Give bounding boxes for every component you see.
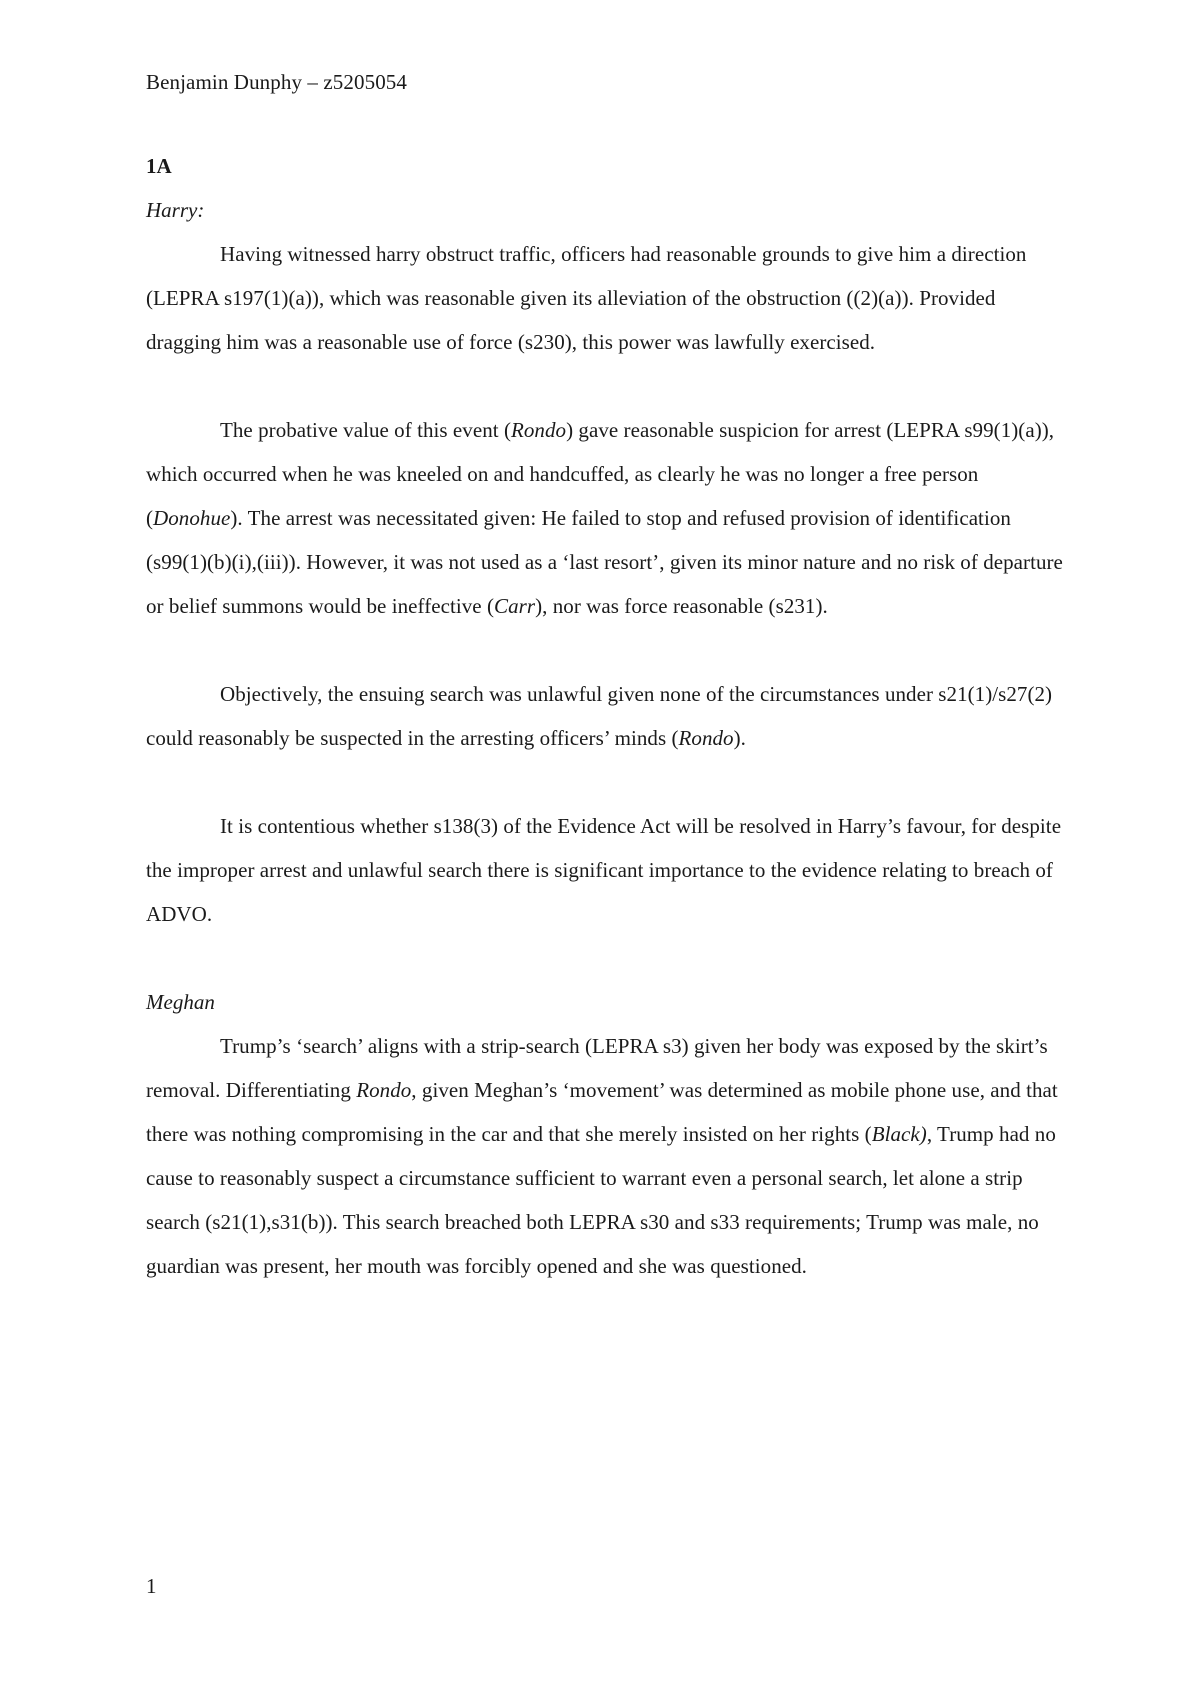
paragraph-gap: [146, 936, 1066, 980]
case-citation: Rondo: [356, 1078, 412, 1102]
section-heading: 1A: [146, 154, 172, 178]
text-run: The probative value of this event (: [220, 418, 511, 442]
harry-paragraph-3: [146, 672, 1066, 760]
text-run: ) gave reasonable suspicion for arrest (LEPRA s99(1)(a)), which occurred when he was kneeled on and handcuffed, as clearly he was no longer a free person (: [146, 418, 1055, 530]
case-citation: Donohue: [153, 506, 231, 530]
text-run: , given Meghan’s ‘movement’ was determined as mobile phone use, and that there was nothing compromising in the car and that she merely insisted on her rights (: [146, 1078, 1058, 1146]
paragraph-gap: [146, 628, 1066, 672]
text-run: ).: [733, 726, 746, 750]
text-run: Objectively, the ensuing search was unlawful given none of the circumstances under s21(1)/s27(2) could reasonably be suspected in the arresting officers’ minds (: [146, 682, 1053, 750]
harry-paragraph-1: [146, 232, 1066, 364]
case-citation: Carr: [494, 594, 536, 618]
case-citation: Rondo: [510, 418, 567, 442]
harry-heading: Harry:: [146, 198, 205, 222]
case-citation: Rondo: [678, 726, 734, 750]
text-run: It is contentious whether s138(3) of the Evidence Act will be resolved in Harry’s favour, for despite the improper arrest and unlawful search there is significant importance to the evidence relating to breach of ADVO.: [146, 814, 1062, 926]
harry-paragraph-4: [146, 804, 1066, 936]
text-run: ), nor was force reasonable (s231).: [535, 594, 828, 618]
author-header: Benjamin Dunphy – z5205054: [146, 70, 407, 94]
text-run: ). The arrest was necessitated given: He failed to stop and refused provision of identification (s99(1)(b)(i),(iii)). However, it was not used as a ‘last resort’, given its minor nature and no risk of departure or belief summons would be ineffective (: [146, 506, 1063, 618]
case-citation: Black): [871, 1122, 927, 1146]
text-run: , Trump had no cause to reasonably suspect a circumstance sufficient to warrant even a personal search, let alone a strip search (s21(1),s31(b)). This search breached both LEPRA s30 and s33 requirements; Trump was male, no guardian was present, her mouth was forcibly opened and she was questioned.: [146, 1122, 1056, 1278]
meghan-paragraph-1: [146, 1024, 1066, 1288]
page-number: 1: [146, 1574, 157, 1598]
text-run: Trump’s ‘search’ aligns with a strip-search (LEPRA s3) given her body was exposed by the skirt’s removal. Differentiating: [146, 1034, 1048, 1102]
harry-paragraph-2: [146, 408, 1066, 628]
text-run: Having witnessed harry obstruct traffic, officers had reasonable grounds to give him a direction (LEPRA s197(1)(a)), which was reasonable given its alleviation of the obstruction ((2)(a)). Provided dragging him was a reasonable use of force (s230), this power was lawfully exercised.: [146, 242, 1027, 354]
meghan-heading: Meghan: [146, 990, 215, 1014]
paragraph-gap: [146, 364, 1066, 408]
paragraph-gap: [146, 760, 1066, 804]
document-body: [146, 144, 1066, 1288]
